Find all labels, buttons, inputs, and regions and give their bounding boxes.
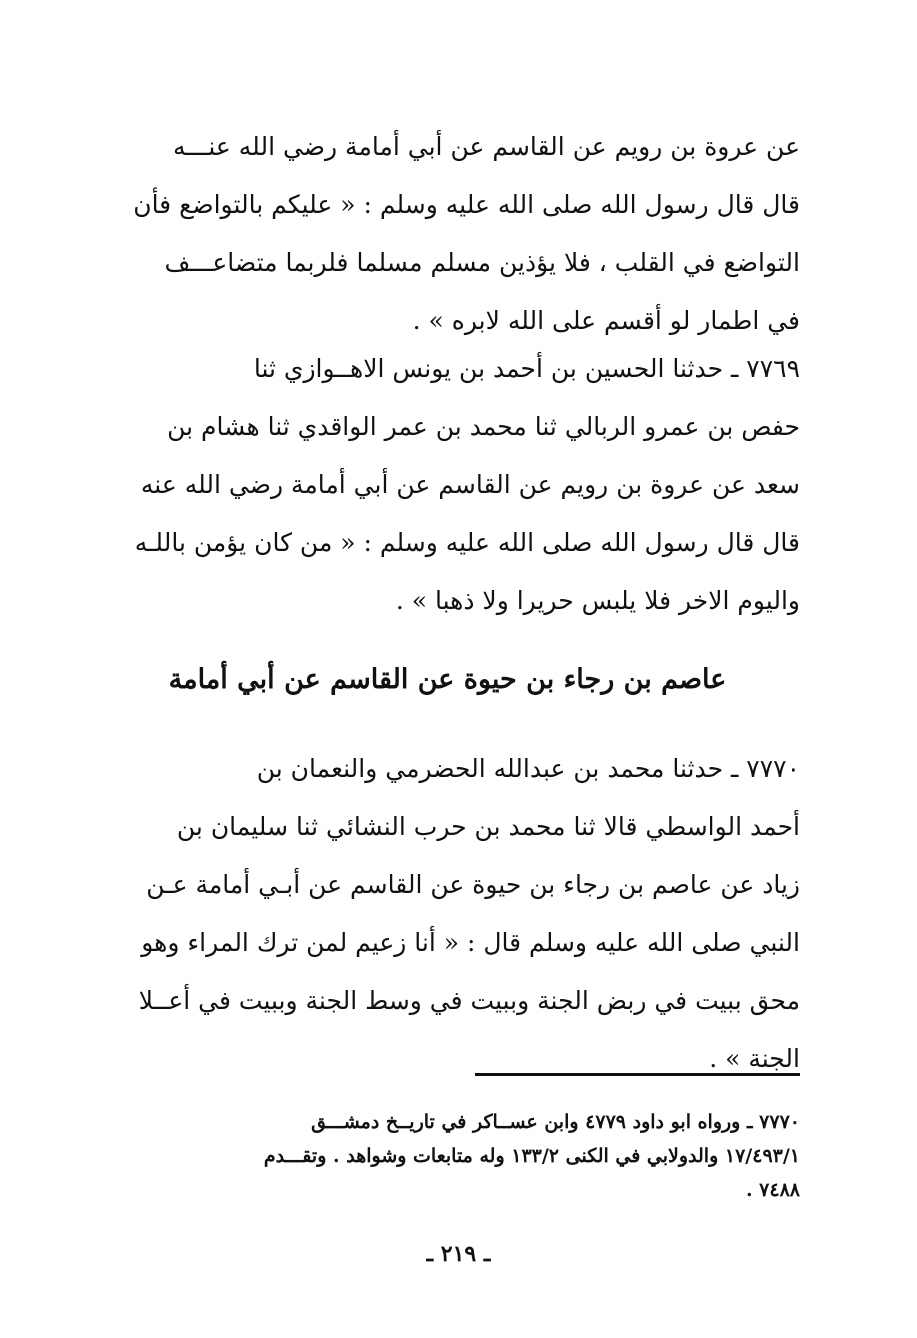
text-line: الجنة » . bbox=[709, 1044, 800, 1073]
text-line: حفص بن عمرو الربالي ثنا محمد بن عمر الواقدي ثنا هشام بن bbox=[167, 412, 800, 441]
paragraph-hadith-7769 bbox=[95, 340, 800, 630]
paragraph-hadith-7770 bbox=[95, 740, 800, 1088]
text-line: واليوم الاخر فلا يلبس حريرا ولا ذهبا » . bbox=[395, 586, 800, 615]
paragraph-hadith-continuation bbox=[95, 118, 800, 350]
footnote-line: ٧٤٨٨ . bbox=[745, 1179, 800, 1201]
text-line: ٧٧٦٩ ـ حدثنا الحسين بن أحمد بن يونس الاهــوازي ثنا bbox=[253, 354, 800, 383]
footnote-line: ٧٧٧٠ ـ ورواه ابو داود ٤٧٧٩ وابن عســاكر في تاريــخ دمشـــق bbox=[311, 1111, 800, 1133]
text-line: أحمد الواسطي قالا ثنا محمد بن حرب النشائي ثنا سليمان بن bbox=[176, 812, 800, 841]
text-line: في اطمار لو أقسم على الله لابره » . bbox=[412, 306, 800, 335]
text-line: ٧٧٧٠ ـ حدثنا محمد بن عبدالله الحضرمي والنعمان بن bbox=[256, 754, 800, 783]
page-number: ـ ٢١٩ ـ bbox=[426, 1241, 491, 1267]
text-line: النبي صلى الله عليه وسلم قال : « أنا زعيم لمن ترك المراء وهو bbox=[141, 928, 800, 957]
section-heading: عاصم بن رجاء بن حيوة عن القاسم عن أبي أمامة bbox=[168, 664, 727, 695]
footnote-divider bbox=[475, 1073, 800, 1076]
text-line: قال قال رسول الله صلى الله عليه وسلم : « من كان يؤمن باللـه bbox=[134, 528, 800, 557]
footnote bbox=[95, 1105, 800, 1207]
text-line: عن عروة بن رويم عن القاسم عن أبي أمامة رضي الله عنـــه bbox=[173, 132, 800, 161]
text-line: التواضع في القلب ، فلا يؤذين مسلم مسلما فلربما متضاعـــف bbox=[164, 248, 800, 277]
text-line: سعد عن عروة بن رويم عن القاسم عن أبي أمامة رضي الله عنه bbox=[140, 470, 800, 499]
text-line: زياد عن عاصم بن رجاء بن حيوة عن القاسم عن أبـي أمامة عـن bbox=[146, 870, 800, 899]
text-line: محق ببيت في ربض الجنة وببيت في وسط الجنة وببيت في أعــلا bbox=[138, 986, 800, 1015]
text-line: قال قال رسول الله صلى الله عليه وسلم : « عليكم بالتواضع فأن bbox=[133, 190, 800, 219]
footnote-line: ١٧/٤٩٣/١ والدولابي في الكنى ١٣٣/٢ وله متابعات وشواهد . وتقـــدم bbox=[263, 1145, 800, 1167]
